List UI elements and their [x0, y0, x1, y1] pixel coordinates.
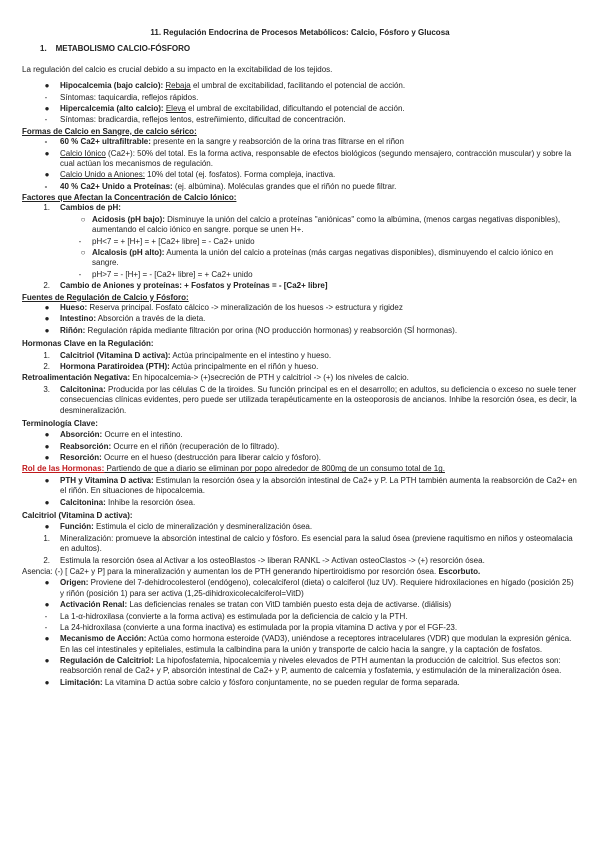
text: Cambio de Aniones y proteínas: + Fosfatos y Proteínas = - [Ca2+ libre]: [60, 281, 328, 291]
text: En hipocalcemia-> (+)secreción de PTH y calcitriol -> (+) los niveles de calcio.: [130, 373, 409, 383]
text: 10% del total (ej. fosfatos). Forma compleja, inactiva.: [144, 170, 336, 180]
number-marker: 2.: [43, 281, 50, 291]
bullet-marker: ●: [44, 81, 50, 91]
list-item-calcitriol: [22, 351, 578, 361]
list-item-hueso: [22, 303, 578, 313]
list-item-mineralizacion: [22, 534, 578, 555]
bullet-marker: ●: [44, 453, 50, 463]
bullet-marker: ●: [44, 302, 50, 312]
number-marker: 1.: [43, 350, 50, 360]
dash-marker: -: [78, 236, 82, 246]
list-item-hipocalcemia: [22, 81, 578, 91]
text: Inhibe la resorción ósea.: [105, 497, 196, 507]
number-marker: 2.: [43, 555, 50, 565]
list-item-aniones: [22, 281, 578, 291]
number-marker: 1.: [43, 533, 50, 543]
text: Mineralización: promueve la absorción intestinal de calcio y fósforo. Es esencial para la salud ósea (previene raquitismo en niños y osteomalacia en adultos).: [60, 533, 573, 554]
term: 60 % Ca2+ ultrafiltrable:: [60, 137, 151, 147]
retroalimentacion-paragraph: [22, 373, 578, 383]
text: Síntomas: bradicardia, reflejos lentos, estreñimiento, dificultad de concentración.: [60, 115, 346, 125]
bullet-marker: ●: [44, 103, 50, 113]
dash-marker: -: [44, 137, 48, 147]
bullet-marker: ●: [44, 600, 50, 610]
list-item-origen: [22, 578, 578, 599]
term: Retroalimentación Negativa:: [22, 373, 131, 383]
text: Reserva principal. Fosfato cálcico -> mineralización de los huesos -> estructura y rigidez: [87, 302, 403, 312]
text: Estimulan la resorción ósea y la absorción intestinal de Ca2+ y P. La PTH también aumenta la reabsorción de Ca2+ en el riñón. En situaciones de hipocalcemia.: [60, 475, 577, 496]
intro-paragraph: La regulación del calcio es crucial debido a su impacto en la excitabilidad de los tejidos.: [22, 64, 333, 74]
section-heading-metabolismo: [40, 44, 578, 54]
list-item-activacion: [22, 600, 578, 610]
text: Estimula la resorción ósea al Activar a los osteoBlastos -> liberan RANKL -> Activan osteoClastos -> (+) resorción ósea.: [60, 555, 485, 565]
list-item-calcio-aniones: [22, 170, 578, 180]
heading-calcitriol: Calcitriol (Vitamina D activa):: [22, 511, 133, 521]
text: pH<7 = + [H+] = + [Ca2+ libre] = - Ca2+ unido: [92, 236, 255, 246]
term: Calcitonina:: [60, 497, 106, 507]
term: Calcitriol (Vitamina D activa):: [60, 350, 171, 360]
term: Resorción:: [60, 453, 102, 463]
text: Absorción a través de la dieta.: [96, 314, 206, 324]
text: Aumenta la unión del calcio a proteínas (más cargas negativas disponibles), disminuyendo el calcio iónico en sangre.: [92, 248, 554, 268]
term: Calcitonina:: [60, 384, 106, 394]
list-item-hipercalcemia: [22, 104, 578, 114]
bullet-marker: ●: [44, 677, 50, 687]
text: Regulación rápida mediante filtración por orina (NO producción hormonas) y reabsorción (SÍ hormonas).: [85, 325, 458, 335]
heading-fuentes: Fuentes de Regulación de Calcio y Fósforo:: [22, 292, 189, 302]
text: Producida por las células C de la tiroides. Su función principal es en el desarrollo; en adultos, su deficiencia o exceso no suele tener consecuencias clínicas evidentes, pero puede ser utilizada terapéuticamente en la osteoporosis de ancianos. Inhibe la resorción ósea, es decir, la desmineralización.: [60, 384, 577, 415]
bullet-marker: ●: [44, 522, 50, 532]
list-item-unido-proteinas: [22, 182, 578, 192]
term: Absorción:: [60, 430, 103, 440]
term: Función:: [60, 522, 94, 532]
text: Ocurre en el riñón (recuperación de lo filtrado).: [111, 441, 280, 451]
dash-marker: -: [78, 269, 82, 279]
list-item-acidosis: [22, 215, 578, 236]
term: Hueso:: [60, 302, 88, 312]
text: La vitamina D actúa sobre calcio y fósforo conjuntamente, no se pueden regular de forma separada.: [102, 677, 460, 687]
number-marker: 3.: [43, 384, 50, 394]
bullet-marker: ●: [44, 497, 50, 507]
list-item-calcitonina-rol: [22, 498, 578, 508]
text: Asencia: (-) [ Ca2+ y P] para la mineralización y aumentan los de PTH generando hipertiroidismo por resorción ósea.: [22, 566, 439, 576]
list-item-cambios-ph: [22, 203, 578, 213]
circle-marker: ○: [80, 248, 86, 258]
text: Ocurre en el hueso (destrucción para liberar calcio y fósforo).: [101, 453, 322, 463]
dash-marker: -: [44, 622, 48, 632]
text: Proviene del 7-dehidrocolesterol (endógeno), colecalciferol (dieta) o calciferol (luz UV). Requiere hidroxilaciones en hígado (posición 25) y riñón (posición 1) para ser activa (1,25-dihidroxicolecalciferol=VitD): [60, 578, 574, 598]
text: Ocurre en el intestino.: [102, 430, 183, 440]
text: Síntomas: taquicardia, reflejos rápidos.: [60, 92, 199, 102]
term: Acidosis (pH bajo):: [92, 214, 165, 224]
section-heading-text: METABOLISMO CALCIO-FÓSFORO: [55, 44, 191, 54]
verb: Rebaja: [165, 81, 191, 91]
text: (Ca2+): 50% del total. Es la forma activa, responsable de efectos biológicos (segundo mensajero, contracción muscular) y sobre la cual actúan los mecanismos de regulación.: [60, 148, 572, 168]
list-item-24-hidroxilasa: [22, 623, 578, 633]
text: Actúa principalmente en el riñón y hueso.: [169, 361, 319, 371]
term: Regulación de Calcitriol:: [60, 656, 154, 666]
term: 40 % Ca2+ Unido a Proteínas:: [60, 181, 173, 191]
list-item-resorcion: [22, 453, 578, 463]
term: Limitación:: [60, 677, 103, 687]
term: Origen:: [60, 578, 89, 588]
list-item-rinon: [22, 326, 578, 336]
document-title: 11. Regulación Endocrina de Procesos Metabólicos: Calcio, Fósforo y Glucosa: [150, 28, 450, 37]
bullet-marker: ●: [44, 578, 50, 588]
term: PTH y Vitamina D activa:: [60, 475, 154, 485]
term: Riñón:: [60, 325, 86, 335]
circle-marker: ○: [80, 214, 86, 224]
text: presente en la sangre y reabsorción de la orina tras filtrarse en el riñon: [150, 137, 404, 147]
dash-marker: -: [44, 115, 48, 125]
text: (ej. albúmina). Moléculas grandes que el riñón no puede filtrar.: [172, 181, 397, 191]
bullet-marker: ●: [44, 656, 50, 666]
text: Disminuye la unión del calcio a proteínas "aniónicas" como la albúmina, (menos cargas negativas disponibles), aumentando el calcio iónico en sangre. porque se unen H+.: [92, 214, 561, 235]
term: Alcalosis (pH alto):: [92, 248, 165, 258]
asencia-paragraph: [22, 567, 578, 577]
bullet-marker: ●: [44, 148, 50, 158]
term: Hormona Paratiroidea (PTH):: [60, 361, 170, 371]
text: La hipofosfatemia, hipocalcemia y niveles elevados de PTH aumentan la producción de calcitriol. Sus efectos son: reabsorción renal de Ca2+ y P, absorción intestinal de Ca2+ y P, aumento de calcemia y fosfatemia, y estimulación de la mineralización ósea.: [60, 656, 562, 676]
text: La 24-hidroxilasa (convierte a una forma inactiva) es estimulada por la propia vitamina D activa y por el FGF-23.: [60, 622, 458, 632]
list-item-alcalosis-formula: [22, 270, 578, 280]
heading-formas: Formas de Calcio en Sangre, de calcio sérico:: [22, 126, 197, 136]
section-number: 1.: [40, 44, 47, 54]
list-item-pth-vitd: [22, 476, 578, 497]
text: Las deficiencias renales se tratan con VitD también puesto esta deja de activarse. (diálisis): [127, 600, 452, 610]
text: Estimula el ciclo de mineralización y desmineralización ósea.: [93, 522, 313, 532]
heading-factores: Factores que Afectan la Concentración de Calcio Iónico:: [22, 193, 237, 203]
verb: Eleva: [165, 103, 186, 113]
bullet-marker: ●: [44, 325, 50, 335]
text: La 1-α-hidroxilasa (convierte a la forma activa) es estimulada por la deficiencia de calcio y la PTH.: [60, 611, 408, 621]
text: Actúa como hormona esteroide (VAD3), uniéndose a receptores intracelulares (VDR) que modulan la expresión génica. En las cel intestinales y epiteliales, estimula la calbindina para la unión y transporte de calcio hacia la sangre, y la captación de fosfatos.: [60, 634, 572, 654]
rol-heading-line: [22, 464, 578, 474]
list-item-acidosis-formula: [22, 237, 578, 247]
list-item-alcalosis: [22, 248, 578, 269]
heading-rol: Rol de las Hormonas:: [22, 464, 105, 474]
term: Reabsorción:: [60, 441, 112, 451]
text: Cambios de pH:: [60, 203, 121, 213]
bullet-marker: ●: [44, 314, 50, 324]
heading-hormonas: Hormonas Clave en la Regulación:: [22, 339, 154, 349]
term: Intestino:: [60, 314, 96, 324]
list-item-1-alfa: [22, 612, 578, 622]
list-item-ultrafiltrable: [22, 137, 578, 147]
text: el umbral de excitabilidad, facilitando el potencial de acción.: [190, 81, 406, 91]
term: Calcio Unido a Aniones:: [60, 170, 145, 180]
list-item-limitacion: [22, 678, 578, 688]
term: Hipocalcemia (bajo calcio):: [60, 81, 164, 91]
dash-marker: -: [44, 92, 48, 102]
text: pH>7 = - [H+] = - [Ca2+ libre] = + Ca2+ unido: [92, 269, 253, 279]
number-marker: 2.: [43, 361, 50, 371]
text: Actúa principalmente en el intestino y hueso.: [170, 350, 332, 360]
bullet-marker: ●: [44, 475, 50, 485]
list-item-calcio-ionico: [22, 149, 578, 170]
list-item-sintomas-hiper: [22, 115, 578, 125]
list-item-mecanismo: [22, 634, 578, 655]
list-item-intestino: [22, 314, 578, 324]
term: Calcio Iónico: [60, 148, 106, 158]
list-item-resorcion-osea: [22, 556, 578, 566]
heading-terminologia: Terminología Clave:: [22, 418, 98, 428]
dash-marker: -: [44, 181, 48, 191]
list-item-reabsorcion: [22, 442, 578, 452]
list-item-absorcion: [22, 430, 578, 440]
text: el umbral de excitabilidad, dificultando el potencial de acción.: [185, 103, 405, 113]
number-marker: 1.: [43, 203, 50, 213]
bullet-marker: ●: [44, 430, 50, 440]
rol-note: Partiendo de que a diario se eliminan por popo alrededor de 800mg de un consumo total de 1g.: [104, 464, 445, 474]
list-item-pth: [22, 362, 578, 372]
term: Activación Renal:: [60, 600, 128, 610]
term: Mecanismo de Acción:: [60, 634, 147, 644]
dash-marker: -: [44, 611, 48, 621]
list-item-funcion: [22, 522, 578, 532]
bullet-marker: ●: [44, 170, 50, 180]
bullet-marker: ●: [44, 441, 50, 451]
term: Hipercalcemia (alto calcio):: [60, 103, 164, 113]
list-item-sintomas-hipo: [22, 93, 578, 103]
list-item-calcitonina: [22, 385, 578, 416]
term: Escorbuto.: [438, 566, 481, 576]
list-item-regulacion: [22, 656, 578, 677]
bullet-marker: ●: [44, 634, 50, 644]
